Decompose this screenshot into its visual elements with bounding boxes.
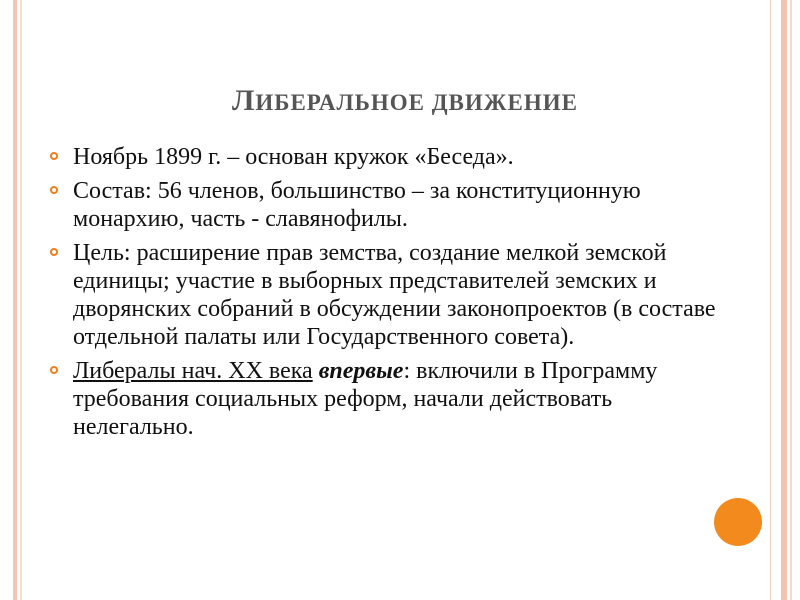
decorative-stripe <box>770 0 771 600</box>
list-item <box>46 357 726 441</box>
list-item-text: : включили в Программу требования социальных реформ, начали действовать нелегально. <box>73 358 658 440</box>
underlined-phrase: Либералы нач. XX века <box>73 358 313 384</box>
decorative-stripe <box>20 0 22 600</box>
emphasis-text: впервые <box>318 358 404 384</box>
decorative-stripe <box>13 0 17 600</box>
slide-title <box>40 84 770 118</box>
list-item-text: Ноябрь 1899 г. – основан кружок «Беседа». <box>73 144 514 170</box>
list-item-text: Цель: расширение прав земства, создание мелкой земской единицы; участие в выборных представителей земских и дворянских собраний в обсуждении законопроектов (в составе отдельной палаты или Государственного совета). <box>73 240 716 350</box>
bullet-icon <box>50 248 58 256</box>
list-item <box>46 239 726 351</box>
bullet-icon <box>50 186 58 194</box>
slide-title-initial: Л <box>232 84 256 117</box>
bullet-icon <box>50 152 58 160</box>
list-item <box>46 143 726 171</box>
decorative-stripe <box>781 0 787 600</box>
list-item <box>46 177 726 233</box>
slide-title-rest: ИБЕРАЛЬНОЕ ДВИЖЕНИЕ <box>255 90 578 115</box>
bullet-list <box>46 143 726 447</box>
bullet-icon <box>50 366 58 374</box>
decorative-stripe <box>790 0 792 600</box>
list-item-text: Состав: 56 членов, большинство – за конституционную монархию, часть - славянофилы. <box>73 178 641 232</box>
orange-circle-decoration <box>714 498 762 546</box>
